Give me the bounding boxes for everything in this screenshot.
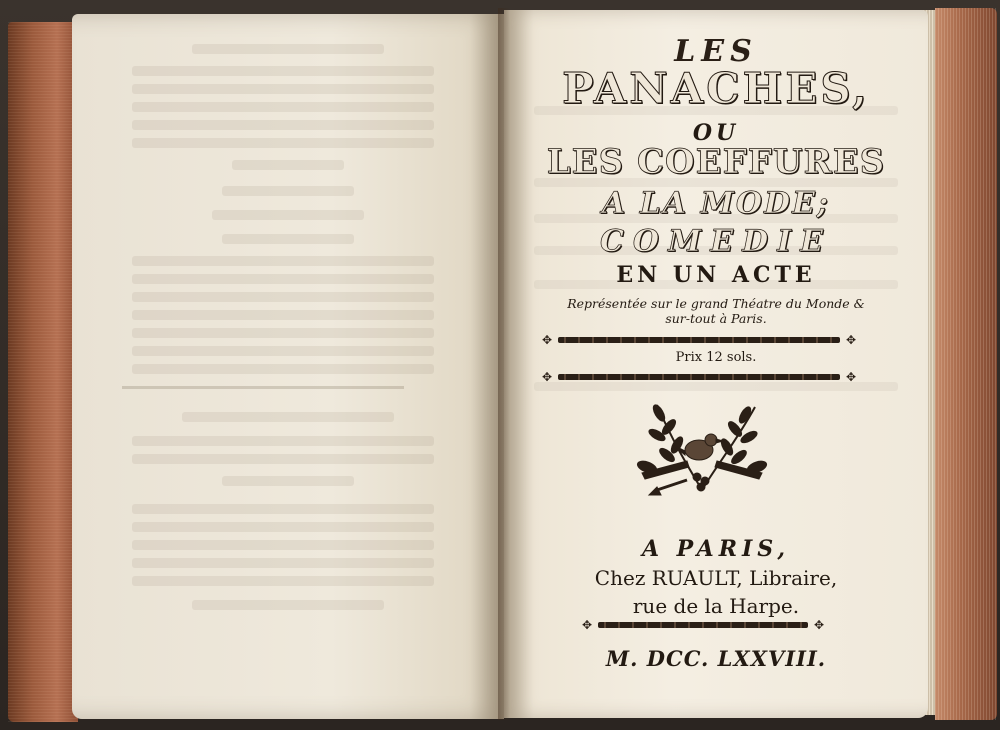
ornamental-rule-bottom	[598, 622, 808, 628]
ornament-left-icon: ✥	[581, 618, 593, 632]
imprint-address: rue de la Harpe.	[632, 594, 800, 618]
ornament-right-icon: ✥	[813, 618, 825, 632]
ornament-right-icon: ✥	[845, 333, 857, 347]
ornament-left-icon: ✥	[541, 333, 553, 347]
book-gutter	[498, 8, 510, 720]
imprint-publisher: Chez RUAULT, Libraire,	[594, 566, 838, 590]
title-les: LES	[674, 34, 758, 69]
title-ou: OU	[692, 120, 740, 146]
acts-label: EN UN ACTE	[616, 262, 816, 288]
genre-label: COMEDIE	[600, 224, 832, 259]
title-page	[504, 10, 928, 718]
book-cover-right-edge	[935, 8, 997, 720]
imprint-date: M. DCC. LXXVIII.	[605, 646, 827, 671]
ornamental-rule-middle	[558, 374, 840, 380]
show-through-text	[72, 14, 504, 719]
imprint-city: A PARIS,	[641, 536, 791, 562]
main-title: PANACHES,	[562, 64, 870, 113]
ornamental-rule-top	[558, 337, 840, 343]
ornament-left-icon: ✥	[541, 370, 553, 384]
ornament-right-icon: ✥	[845, 370, 857, 384]
performance-note: Représentée sur le grand Théatre du Monde & sur-tout à Paris.	[567, 296, 865, 326]
price-label: Prix 12 sols.	[675, 350, 757, 365]
subtitle-line-2: A LA MODE;	[602, 186, 830, 221]
book-cover-left-edge	[8, 22, 78, 722]
bird-and-olive-branch-icon	[627, 395, 777, 515]
subtitle-line-1: LES COEFFURES	[546, 142, 886, 182]
left-page	[72, 14, 504, 719]
